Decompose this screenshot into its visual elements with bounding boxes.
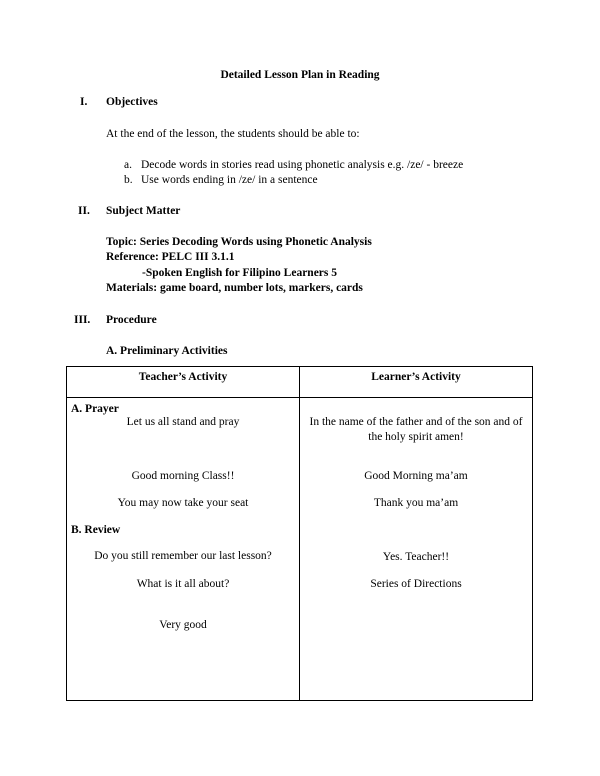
section-heading-objectives: Objectives <box>106 96 158 108</box>
objective-marker-b: b. <box>124 174 133 186</box>
review-label: B. Review <box>71 524 121 536</box>
objectives-intro: At the end of the lesson, the students should be able to: <box>106 128 360 140</box>
subject-reference: Reference: PELC III 3.1.1 <box>106 251 235 263</box>
objective-item-b: Use words ending in /ze/ in a sentence <box>141 174 318 186</box>
teacher-line: Very good <box>159 619 207 631</box>
section-number-subject-matter: II. <box>78 205 90 217</box>
teacher-line: Let us all stand and pray <box>126 416 240 428</box>
procedure-subheading: A. Preliminary Activities <box>106 345 228 357</box>
document-title: Detailed Lesson Plan in Reading <box>220 69 380 81</box>
teacher-line: You may now take your seat <box>117 497 249 509</box>
prayer-label: A. Prayer <box>71 403 119 415</box>
learner-line: In the name of the father and of the son and of <box>309 416 523 428</box>
activities-table <box>66 366 533 701</box>
teacher-line: Do you still remember our last lesson? <box>94 550 272 562</box>
subject-materials: Materials: game board, number lots, markers, cards <box>106 282 363 294</box>
objective-item-a: Decode words in stories read using phonetic analysis e.g. /ze/ - breeze <box>141 159 464 171</box>
section-number-objectives: I. <box>80 96 88 108</box>
learner-line: Series of Directions <box>370 578 462 590</box>
teacher-column <box>67 398 300 701</box>
teacher-line: Good morning Class!! <box>131 470 235 482</box>
subject-reference-2: -Spoken English for Filipino Learners 5 <box>142 267 338 279</box>
section-heading-procedure: Procedure <box>106 314 157 326</box>
teacher-activity-header: Teacher’s Activity <box>67 367 300 398</box>
learner-line: the holy spirit amen! <box>368 431 464 443</box>
subject-topic: Topic: Series Decoding Words using Phonetic Analysis <box>106 236 372 248</box>
section-number-procedure: III. <box>74 314 91 326</box>
teacher-line: What is it all about? <box>136 578 230 590</box>
learner-column <box>300 398 533 701</box>
learner-line: Thank you ma’am <box>373 497 459 509</box>
section-heading-subject-matter: Subject Matter <box>106 205 181 217</box>
learner-activity-header: Learner’s Activity <box>300 367 533 398</box>
learner-line: Yes. Teacher!! <box>382 551 450 563</box>
learner-line: Good Morning ma’am <box>364 470 468 482</box>
objective-marker-a: a. <box>124 159 132 171</box>
